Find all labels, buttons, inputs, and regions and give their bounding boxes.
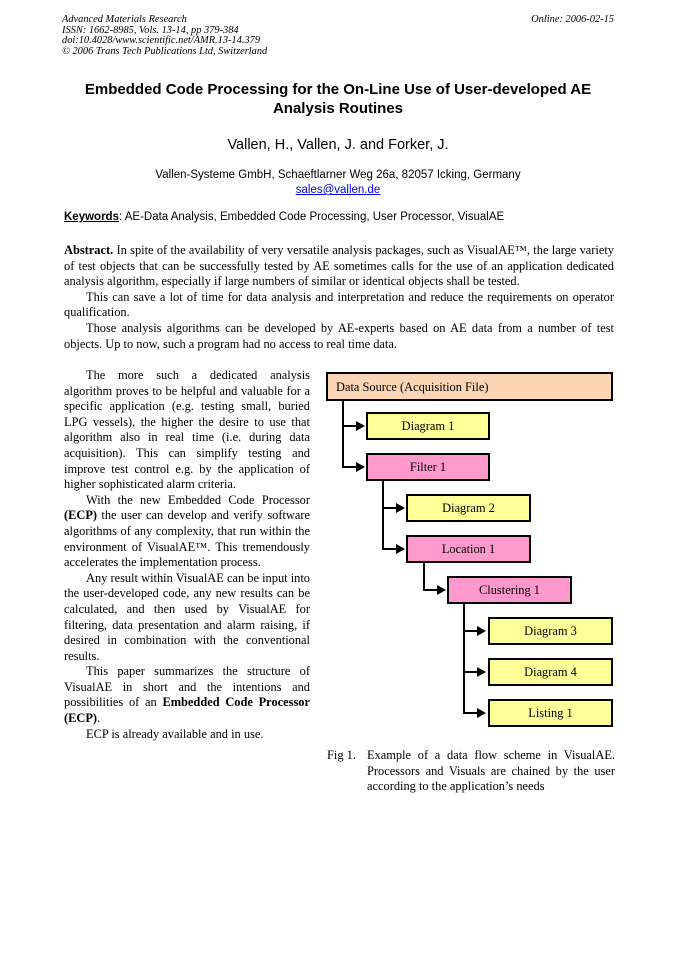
- body-paragraph-4: This paper summarizes the structure of VisualAE in short and the intentions and possibilities of an Embedded Code Processor (ECP).: [64, 664, 310, 726]
- data-source-box: Data Source (Acquisition File): [326, 372, 613, 401]
- journal-header: [62, 15, 267, 57]
- body-paragraph-3: Any result within VisualAE can be input into the user-developed code, any new results can be calculated, and then used by VisualAE for filtering, data presentation and alarm raising, if desired in combination with the conventional results.: [64, 570, 310, 663]
- affiliation-block: [60, 168, 616, 198]
- figure-caption-text: Example of a data flow scheme in VisualAE. Processors and Visuals are chained by the user according to the application’s needs: [367, 748, 615, 794]
- connector-line: [342, 401, 344, 467]
- connector-line: [423, 563, 425, 590]
- doi: doi:10.4028/www.scientific.net/AMR.13-14.379: [62, 35, 261, 47]
- body-text: [64, 368, 310, 742]
- connector-line: [423, 589, 437, 591]
- connector-line: [463, 671, 477, 673]
- connector-line: [382, 481, 384, 549]
- abstract: [64, 243, 614, 352]
- clustering-1-box: Clustering 1: [447, 576, 572, 604]
- figure-caption: [327, 748, 615, 795]
- connector-line: [382, 548, 396, 550]
- connector-line: [342, 425, 356, 427]
- arrow-icon: [477, 667, 486, 677]
- diagram-1-box: Diagram 1: [366, 412, 490, 440]
- connector-line: [463, 712, 477, 714]
- body-paragraph-2: With the new Embedded Code Processor (ECP) the user can develop and verify software algorithms of any complexity, that run within the environment of VisualAE™. This tremendously accelerates the implementation process.: [64, 492, 310, 570]
- abstract-label: Abstract.: [64, 243, 114, 257]
- abstract-paragraph-2: This can save a lot of time for data analysis and interpretation and reduce the requirements on operator qualification.: [64, 289, 614, 320]
- figure-label: Fig 1.: [327, 748, 356, 762]
- arrow-icon: [437, 585, 446, 595]
- diagram-2-box: Diagram 2: [406, 494, 531, 522]
- connector-line: [342, 466, 356, 468]
- abstract-paragraph-3: Those analysis algorithms can be developed by AE-experts based on AE data from a number of test objects. Up to now, such a program had no access to real time data.: [64, 320, 614, 351]
- authors: Vallen, H., Vallen, J. and Forker, J.: [227, 137, 449, 153]
- arrow-icon: [477, 708, 486, 718]
- keywords-label: Keywords: [64, 211, 119, 223]
- arrow-icon: [356, 462, 365, 472]
- issn: ISSN: 1662-8985, Vols. 13-14, pp 379-384: [62, 24, 239, 36]
- diagram-3-box: Diagram 3: [488, 617, 613, 645]
- filter-1-box: Filter 1: [366, 453, 490, 481]
- arrow-icon: [396, 503, 405, 513]
- listing-1-box: Listing 1: [488, 699, 613, 727]
- keywords: [64, 211, 504, 223]
- paper-title: Embedded Code Processing for the On-Line Use of User-developed AE Analysis Routines: [84, 81, 592, 117]
- arrow-icon: [477, 626, 486, 636]
- connector-line: [463, 630, 477, 632]
- affiliation: Vallen-Systeme GmbH, Schaeftlarner Weg 26a, 82057 Icking, Germany: [155, 169, 521, 181]
- journal-name: Advanced Materials Research: [62, 14, 187, 25]
- arrow-icon: [356, 421, 365, 431]
- email-link[interactable]: sales@vallen.de: [295, 184, 381, 196]
- location-1-box: Location 1: [406, 535, 531, 563]
- arrow-icon: [396, 544, 405, 554]
- online-date: Online: 2006-02-15: [531, 14, 614, 25]
- connector-line: [463, 604, 465, 713]
- diagram-4-box: Diagram 4: [488, 658, 613, 686]
- keywords-text: : AE-Data Analysis, Embedded Code Processing, User Processor, VisualAE: [118, 211, 505, 223]
- body-paragraph-5: ECP is already available and in use.: [86, 726, 264, 741]
- copyright: © 2006 Trans Tech Publications Ltd, Switzerland: [62, 45, 268, 57]
- connector-line: [382, 507, 396, 509]
- body-paragraph-1: The more such a dedicated analysis algorithm proves to be helpful and valuable for a specific application (e.g. testing small, buried LPG vessels), the higher the desire to use that algorithm also in real time (i.e. during data acquisition). This can simplify testing and improve test control e.g. by the application of higher sophisticated alarm criteria.: [64, 368, 310, 492]
- abstract-paragraph-1: Abstract. In spite of the availability of very versatile analysis packages, such as VisualAE™, the large variety of test objects that can be successfully tested by AE sometimes calls for the use of an application dedicated analysis algorithm, especially if large numbers of similar or identical objects shall be tested.: [64, 243, 614, 289]
